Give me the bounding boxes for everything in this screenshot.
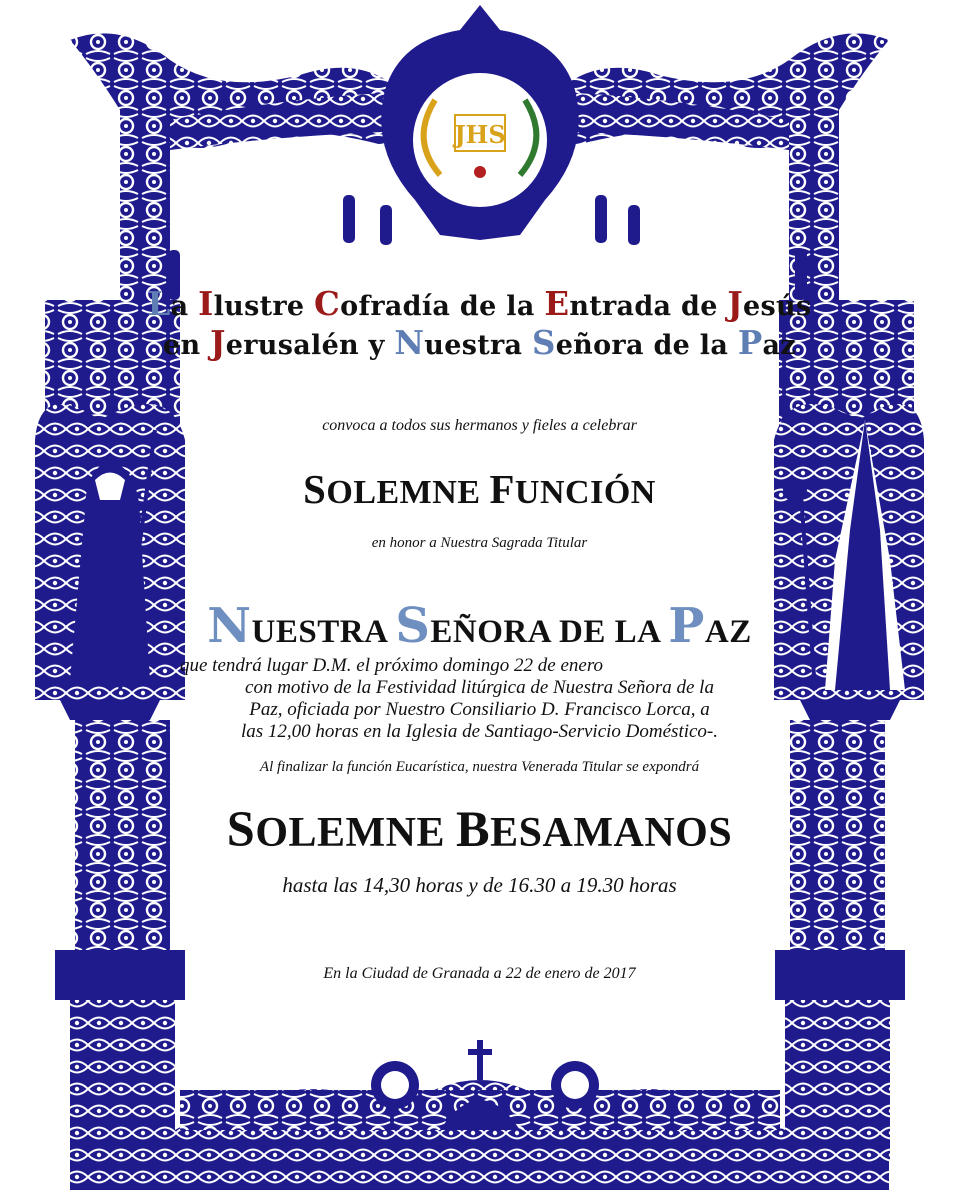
jhs-monogram: JHS [454,120,506,149]
date-place-text: En la Ciudad de Granada a 22 de enero de 2017 [323,965,636,982]
title-line-1: La Ilustre Cofradía de la Entrada de Jesús [147,285,812,323]
solemne-besamanos-heading: SOLEMNE BESAMANOS [226,801,733,857]
paragraph-line-2: con motivo de la Festividad litúrgica de Nuestra Señora de la [245,677,714,698]
paragraph-line-4: las 12,00 horas en la Iglesia de Santiago-Servicio Doméstico-. [240,721,719,742]
virgen-heading: NUESTRA SEÑORA DE LA PAZ [207,598,752,654]
event-paragraph [150,655,809,743]
title-cap: L [147,285,171,323]
bottom-border [70,1040,889,1190]
solemne-funcion-heading: SOLEMNE FUNCIÓN [303,467,656,512]
honor-text: en honor a Nuestra Sagrada Titular [371,535,588,551]
schedule-text: hasta las 14,30 horas y de 16.30 a 19.30 horas [282,873,677,897]
top-border [70,5,889,300]
paragraph-line-1: que tendrá lugar D.M. el próximo domingo 22 de enero [180,655,604,676]
convoca-text: convoca a todos sus hermanos y fieles a celebrar [322,417,637,434]
confraternity-title [0,286,959,364]
finalizar-text: Al finalizar la función Eucarística, nuestra Venerada Titular se expondrá [259,759,700,775]
title-line-2: en Jerusalén y Nuestra Señora de la Paz [163,324,796,362]
paragraph-line-3: Paz, oficiada por Nuestro Consiliario D. Francisco Lorca, a [249,699,710,720]
